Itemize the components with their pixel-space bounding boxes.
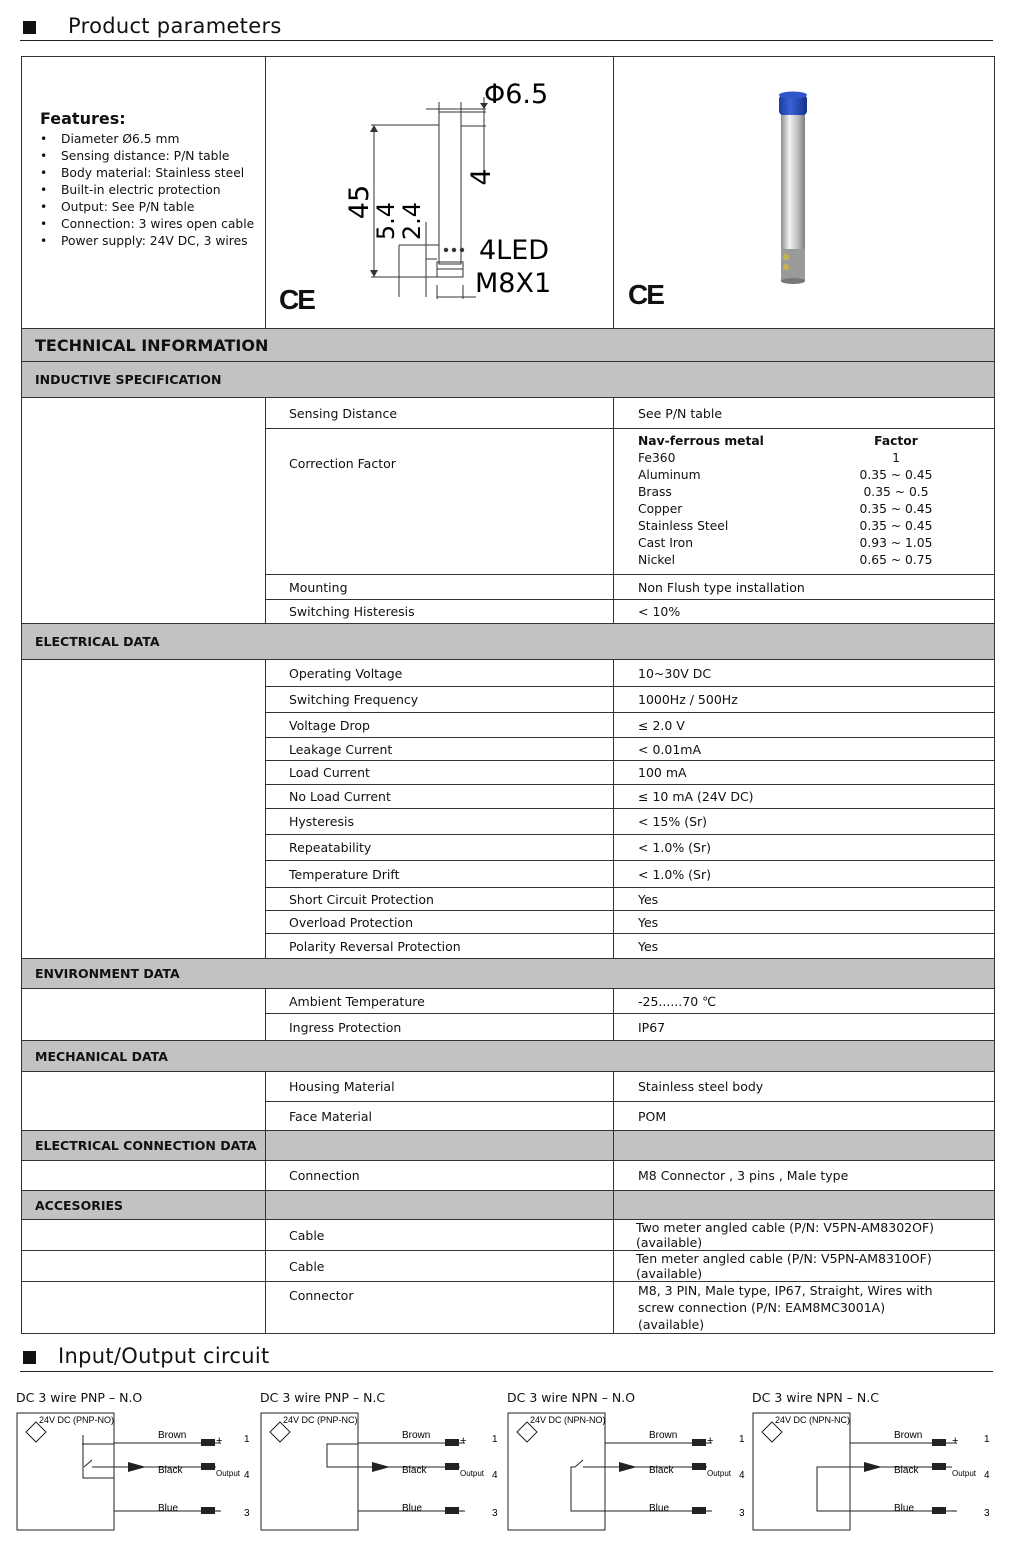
spec-value: M8 Connector , 3 pins , Male type	[614, 1161, 995, 1191]
polarity-label: -	[952, 1505, 956, 1517]
spec-label: Connection	[266, 1161, 614, 1191]
metal-name: Copper	[638, 502, 683, 516]
spec-label: Short Circuit Protection	[266, 888, 614, 911]
section-band-environment: ENVIRONMENT DATA	[22, 959, 995, 989]
dim-45-label: 45	[344, 184, 375, 220]
factor-value: 0.35 ~ 0.5	[863, 485, 929, 499]
section-header-product-parameters	[20, 8, 993, 41]
circuit-box-label: 24V DC (PNP-NO)	[39, 1415, 115, 1425]
wire-label: Brown	[894, 1430, 923, 1441]
spec-label: Switching Histeresis	[266, 600, 614, 624]
spec-label: Voltage Drop	[266, 713, 614, 738]
spec-value: Yes	[614, 934, 995, 959]
features-list	[40, 131, 265, 250]
table-row	[638, 518, 994, 535]
spec-label: Connector	[266, 1282, 614, 1334]
circuit-box-label: 24V DC (NPN-NO)	[530, 1415, 606, 1425]
factor-value: 0.35 ~ 0.45	[859, 468, 933, 482]
band-filler	[614, 1131, 995, 1161]
list-item: • Connection: 3 wires open cable	[40, 216, 265, 233]
wire-label: Blue	[158, 1503, 179, 1514]
ce-mark-icon: CE	[279, 284, 314, 315]
spec-label: Hysteresis	[266, 809, 614, 835]
spec-label: Repeatability	[266, 835, 614, 861]
wire-label: Blue	[649, 1503, 670, 1514]
section-band-mechanical: MECHANICAL DATA	[22, 1041, 995, 1072]
spec-label: Temperature Drift	[266, 861, 614, 888]
section-band-connection: ELECTRICAL CONNECTION DATA	[22, 1131, 266, 1161]
wire-label: Black	[402, 1465, 427, 1476]
metal-name: Fe360	[638, 451, 676, 465]
spec-label: Correction Factor	[266, 429, 614, 575]
table-row	[638, 450, 994, 467]
factor-value: 1	[892, 451, 900, 465]
spec-label: No Load Current	[266, 785, 614, 809]
band-filler	[614, 1191, 995, 1220]
spec-label: Operating Voltage	[266, 660, 614, 687]
pin-label: 1	[244, 1434, 250, 1445]
output-label: Output	[216, 1469, 241, 1478]
dim-24-label: 2.4	[398, 201, 426, 241]
output-label: Output	[460, 1469, 485, 1478]
blank-cell	[22, 1220, 266, 1251]
spec-value: Two meter angled cable (P/N: V5PN-AM8302OF) (available)	[614, 1220, 995, 1251]
spec-value: Non Flush type installation	[614, 575, 995, 600]
polarity-label: +	[952, 1435, 959, 1447]
wire-label: Brown	[158, 1430, 187, 1441]
spec-label: Cable	[266, 1220, 614, 1251]
factor-value: 0.35 ~ 0.45	[859, 519, 933, 533]
blank-cell	[22, 398, 266, 624]
band-filler	[266, 1131, 614, 1161]
list-item: • Power supply: 24V DC, 3 wires	[40, 233, 265, 250]
circuit-diagram	[260, 1412, 505, 1534]
output-label: Output	[707, 1469, 732, 1478]
spec-value: Yes	[614, 911, 995, 934]
circuit-diagram	[16, 1412, 261, 1534]
spec-value: ≤ 10 mA (24V DC)	[614, 785, 995, 809]
blank-cell	[22, 1161, 266, 1191]
table-row	[638, 501, 994, 518]
list-item: • Diameter Ø6.5 mm	[40, 131, 265, 148]
polarity-label: +	[216, 1435, 223, 1447]
spec-label: Overload Protection	[266, 911, 614, 934]
pin-label: 1	[984, 1434, 990, 1445]
spec-value: 100 mA	[614, 761, 995, 785]
spec-label: Ingress Protection	[266, 1014, 614, 1041]
spec-value: < 10%	[614, 600, 995, 624]
list-item: • Output: See P/N table	[40, 199, 265, 216]
spec-label: Sensing Distance	[266, 398, 614, 429]
spec-table	[21, 56, 995, 1334]
led-label: 4LED	[479, 235, 550, 266]
factor-value: 0.65 ~ 0.75	[859, 553, 933, 567]
header-metal: Nav-ferrous metal	[638, 434, 764, 448]
spec-label: Leakage Current	[266, 738, 614, 761]
circuit-title: DC 3 wire NPN – N.C	[752, 1390, 879, 1405]
blank-cell	[22, 1282, 266, 1334]
spec-value: < 1.0% (Sr)	[614, 861, 995, 888]
metal-name: Cast Iron	[638, 536, 693, 550]
section-title: Input/Output circuit	[58, 1344, 270, 1368]
wire-label: Blue	[402, 1503, 423, 1514]
circuit-diagram	[507, 1412, 752, 1534]
pin-label: 4	[984, 1470, 990, 1481]
polarity-label: -	[460, 1505, 464, 1517]
metal-name: Aluminum	[638, 468, 701, 482]
spec-value: < 1.0% (Sr)	[614, 835, 995, 861]
factor-value: 0.35 ~ 0.45	[859, 502, 933, 516]
pin-label: 3	[984, 1508, 990, 1519]
spec-label: Face Material	[266, 1102, 614, 1131]
section-band-accessories: ACCESORIES	[22, 1191, 266, 1220]
metal-name: Stainless Steel	[638, 519, 729, 533]
spec-value: Yes	[614, 888, 995, 911]
polarity-label: -	[707, 1505, 711, 1517]
polarity-label: +	[707, 1435, 714, 1447]
wire-label: Brown	[649, 1430, 678, 1441]
blank-cell	[22, 1072, 266, 1131]
section-header-io-circuit	[20, 1340, 993, 1372]
list-item: • Built-in electric protection	[40, 182, 265, 199]
features-title: Features:	[40, 109, 126, 128]
pin-label: 4	[244, 1470, 250, 1481]
spec-value: Ten meter angled cable (P/N: V5PN-AM8310OF) (available)	[614, 1251, 995, 1282]
spec-value: M8, 3 PIN, Male type, IP67, Straight, Wires with screw connection (P/N: EAM8MC3001A) (available)	[614, 1282, 995, 1334]
pin-label: 4	[739, 1470, 745, 1481]
list-item: • Sensing distance: P/N table	[40, 148, 265, 165]
table-row	[638, 484, 994, 501]
pin-label: 1	[739, 1434, 745, 1445]
spec-label: Switching Frequency	[266, 687, 614, 713]
list-item: • Body material: Stainless steel	[40, 165, 265, 182]
spec-label: Housing Material	[266, 1072, 614, 1102]
metal-name: Brass	[638, 485, 672, 499]
wire-label: Black	[158, 1465, 183, 1476]
spec-value: ≤ 2.0 V	[614, 713, 995, 738]
spec-label: Mounting	[266, 575, 614, 600]
product-photo-cell	[614, 57, 995, 329]
square-bullet-icon	[23, 1351, 36, 1364]
spec-value: -25......70 ℃	[614, 989, 995, 1014]
section-band-electrical: ELECTRICAL DATA	[22, 624, 995, 660]
pin-label: 3	[492, 1508, 498, 1519]
table-row	[638, 535, 994, 552]
header-factor: Factor	[874, 434, 918, 448]
section-band-technical: TECHNICAL INFORMATION	[22, 329, 995, 362]
polarity-label: +	[460, 1435, 467, 1447]
dimension-drawing	[266, 57, 612, 327]
spec-value: 1000Hz / 500Hz	[614, 687, 995, 713]
thread-label: M8X1	[475, 268, 552, 299]
diameter-label: Φ6.5	[484, 79, 549, 110]
spec-value: < 15% (Sr)	[614, 809, 995, 835]
metal-name: Nickel	[638, 553, 676, 567]
table-row	[638, 467, 994, 484]
circuit-title: DC 3 wire PNP – N.C	[260, 1390, 386, 1405]
pin-label: 3	[739, 1508, 745, 1519]
square-bullet-icon	[23, 21, 36, 34]
factor-value: 0.93 ~ 1.05	[859, 536, 933, 550]
sensor-photo-image	[614, 57, 994, 327]
dim-4-label: 4	[466, 168, 497, 186]
spec-label: Polarity Reversal Protection	[266, 934, 614, 959]
spec-label: Cable	[266, 1251, 614, 1282]
blank-cell	[22, 1251, 266, 1282]
polarity-label: -	[216, 1505, 220, 1517]
wire-label: Blue	[894, 1503, 915, 1514]
features-cell	[22, 57, 266, 329]
band-filler	[266, 1191, 614, 1220]
section-band-inductive: INDUCTIVE SPECIFICATION	[22, 362, 995, 398]
pin-label: 1	[492, 1434, 498, 1445]
dimension-drawing-cell	[266, 57, 614, 329]
wire-label: Black	[649, 1465, 674, 1476]
spec-value: 10~30V DC	[614, 660, 995, 687]
spec-label: Load Current	[266, 761, 614, 785]
spec-value: < 0.01mA	[614, 738, 995, 761]
blank-cell	[22, 660, 266, 959]
circuit-title: DC 3 wire NPN – N.O	[507, 1390, 636, 1405]
spec-value: See P/N table	[614, 398, 995, 429]
wire-label: Brown	[402, 1430, 431, 1441]
correction-factor-table	[614, 429, 995, 575]
spec-value: Stainless steel body	[614, 1072, 995, 1102]
circuit-title: DC 3 wire PNP – N.O	[16, 1390, 143, 1405]
ce-mark-icon: CE	[628, 279, 663, 310]
output-label: Output	[952, 1469, 977, 1478]
circuit-box-label: 24V DC (NPN-NC)	[775, 1415, 851, 1425]
dim-54-label: 5.4	[372, 201, 400, 241]
section-title: Product parameters	[68, 14, 282, 38]
wire-label: Black	[894, 1465, 919, 1476]
circuit-box-label: 24V DC (PNP-NC)	[283, 1415, 358, 1425]
blank-cell	[22, 989, 266, 1041]
spec-value: POM	[614, 1102, 995, 1131]
pin-label: 3	[244, 1508, 250, 1519]
pin-label: 4	[492, 1470, 498, 1481]
circuit-diagram	[752, 1412, 997, 1534]
spec-label: Ambient Temperature	[266, 989, 614, 1014]
table-row	[638, 552, 994, 569]
spec-value: IP67	[614, 1014, 995, 1041]
